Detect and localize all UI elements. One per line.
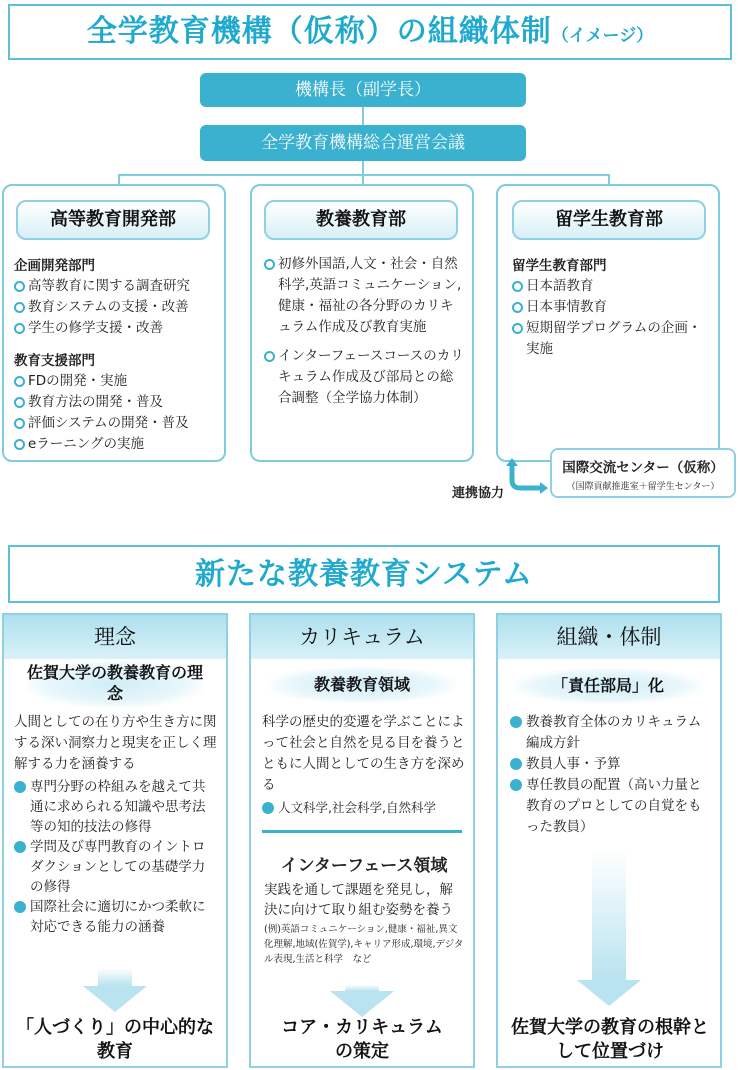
dept-title-higher-ed: 高等教育開発部 xyxy=(16,200,210,240)
list-item: 教員人事・予算 xyxy=(510,754,710,775)
interface-example: (例)英語コミュニケーション,健康・福祉,異文化理解,地域(佐賀学),キャリア形成,環境,デジタル表現,生活と科学 など xyxy=(264,924,464,965)
dot-bullet-icon xyxy=(14,781,26,793)
ring-bullet-icon xyxy=(14,439,25,450)
dept-title-liberal-arts: 教養教育部 xyxy=(264,200,458,240)
philosophy-body xyxy=(14,712,218,937)
ring-bullet-icon xyxy=(512,302,523,313)
ring-bullet-icon xyxy=(14,376,25,387)
link-label: 連携協力 xyxy=(452,486,505,501)
list-item: 教育方法の開発・普及 xyxy=(14,392,220,413)
list-item: インターフェースコースのカリキュラム作成及び部局との総合調整（全学協力体制） xyxy=(264,346,464,409)
ring-bullet-icon xyxy=(14,302,25,313)
list-item: 学生の修学支援・改善 xyxy=(14,318,220,339)
dot-bullet-icon xyxy=(510,779,522,791)
interface-heading: インターフェース領域 xyxy=(280,856,448,876)
column-conclusion: コア・カリキュラムの策定 xyxy=(281,1017,443,1062)
dept-body-higher-ed xyxy=(14,254,220,455)
intro-text: 人間としての在り方や生き方に関する深い洞察力と現実を正しく理解する力を涵養する xyxy=(14,714,217,772)
list-item: 初修外国語,人文・社会・自然科学,英語コミュニケーション,健康・福祉の各分野のカリキュラム作成及び教育実施 xyxy=(264,254,464,338)
organization-oval xyxy=(514,668,702,704)
list-item: 学問及び専門教育のイントロダクションとしての基礎学力の修得 xyxy=(14,837,218,897)
list-item: eラーニングの実施 xyxy=(14,434,220,455)
oval-text: 佐賀大学の教養教育の理念 xyxy=(26,663,203,703)
oval-text: 「責任部局」化 xyxy=(551,676,664,695)
ring-bullet-icon xyxy=(14,418,25,429)
section-title: 企画開発部門 xyxy=(14,258,95,274)
dot-bullet-icon xyxy=(262,802,274,814)
ring-bullet-icon xyxy=(512,281,523,292)
dept-body-liberal-arts xyxy=(264,254,464,409)
section-title: 教育支援部門 xyxy=(14,353,95,369)
philosophy-oval xyxy=(26,660,204,708)
column-header: 理念 xyxy=(4,615,226,659)
list-item: FDの開発・実施 xyxy=(14,371,220,392)
system-title: 新たな教養教育システム xyxy=(195,557,533,592)
list-item: 短期留学プログラムの企画・実施 xyxy=(512,318,712,360)
dot-bullet-icon xyxy=(510,716,522,728)
intl-center-box xyxy=(550,448,736,498)
list-item: 日本語教育 xyxy=(512,276,712,297)
ring-bullet-icon xyxy=(264,351,275,362)
dept-body-intl-students xyxy=(512,254,712,360)
ring-bullet-icon xyxy=(264,259,275,270)
down-arrow-icon xyxy=(83,968,147,1012)
dot-bullet-icon xyxy=(510,758,522,770)
interface-body xyxy=(264,880,464,967)
ring-bullet-icon xyxy=(14,281,25,292)
director-box: 機構長（副学長） xyxy=(200,73,526,107)
down-arrow-icon xyxy=(330,985,394,1017)
org-title-suffix: （イメージ） xyxy=(551,26,654,46)
ring-bullet-icon xyxy=(14,397,25,408)
oval-text: 教養教育領域 xyxy=(313,675,410,694)
link-arrow-icon xyxy=(504,458,550,494)
column-header: 組織・体制 xyxy=(498,615,720,659)
list-item: 教育システムの支援・改善 xyxy=(14,297,220,318)
list-item: 専門分野の枠組みを越えて共通に求められる知識や思考法等の知的技法の修得 xyxy=(14,777,218,837)
organization-body xyxy=(510,712,710,838)
dot-bullet-icon xyxy=(14,901,26,913)
system-title-box xyxy=(8,545,720,603)
interface-intro: 実践を通して課題を発見し，解決に向けて取り組む姿勢を養う xyxy=(264,882,453,918)
list-item: 教養教育全体のカリキュラム編成方針 xyxy=(510,712,710,754)
list-item: 人文科学,社会科学,自然科学 xyxy=(262,798,466,818)
org-title: 全学教育機構（仮称）の組織体制 xyxy=(86,14,552,49)
ring-bullet-icon xyxy=(512,323,523,334)
curriculum-body xyxy=(262,712,466,818)
section-title: 留学生教育部門 xyxy=(512,258,607,274)
ring-bullet-icon xyxy=(14,323,25,334)
list-item: 高等教育に関する調査研究 xyxy=(14,276,220,297)
column-header: カリキュラム xyxy=(251,615,473,659)
list-item: 日本事情教育 xyxy=(512,297,712,318)
list-item: 国際社会に適切にかつ柔軟に対応できる能力の涵養 xyxy=(14,897,218,937)
dot-bullet-icon xyxy=(14,841,26,853)
org-title-box xyxy=(8,4,732,60)
dept-title-intl-students: 留学生教育部 xyxy=(512,200,706,240)
intl-center-name: 国際交流センター（仮称） xyxy=(562,460,724,476)
column-conclusion: 「人づくり」の中心的な教育 xyxy=(16,1017,214,1062)
intro-text: 科学の歴史的変遷を学ぶことによって社会と自然を見る目を養うとともに人間としての生き方を深める xyxy=(262,714,465,793)
list-item: 評価システムの開発・普及 xyxy=(14,413,220,434)
down-arrow-icon xyxy=(577,850,641,1006)
list-item: 専任教員の配置（高い力量と教育のプロとしての自覚をもった教員） xyxy=(510,775,710,838)
intl-center-sub: （国際貢献推進室＋留学生センター） xyxy=(566,482,720,492)
curriculum-oval xyxy=(268,667,456,703)
council-box: 全学教育機構総合運営会議 xyxy=(200,125,526,161)
column-conclusion: 佐賀大学の教育の根幹として位置づけ xyxy=(511,1017,709,1062)
